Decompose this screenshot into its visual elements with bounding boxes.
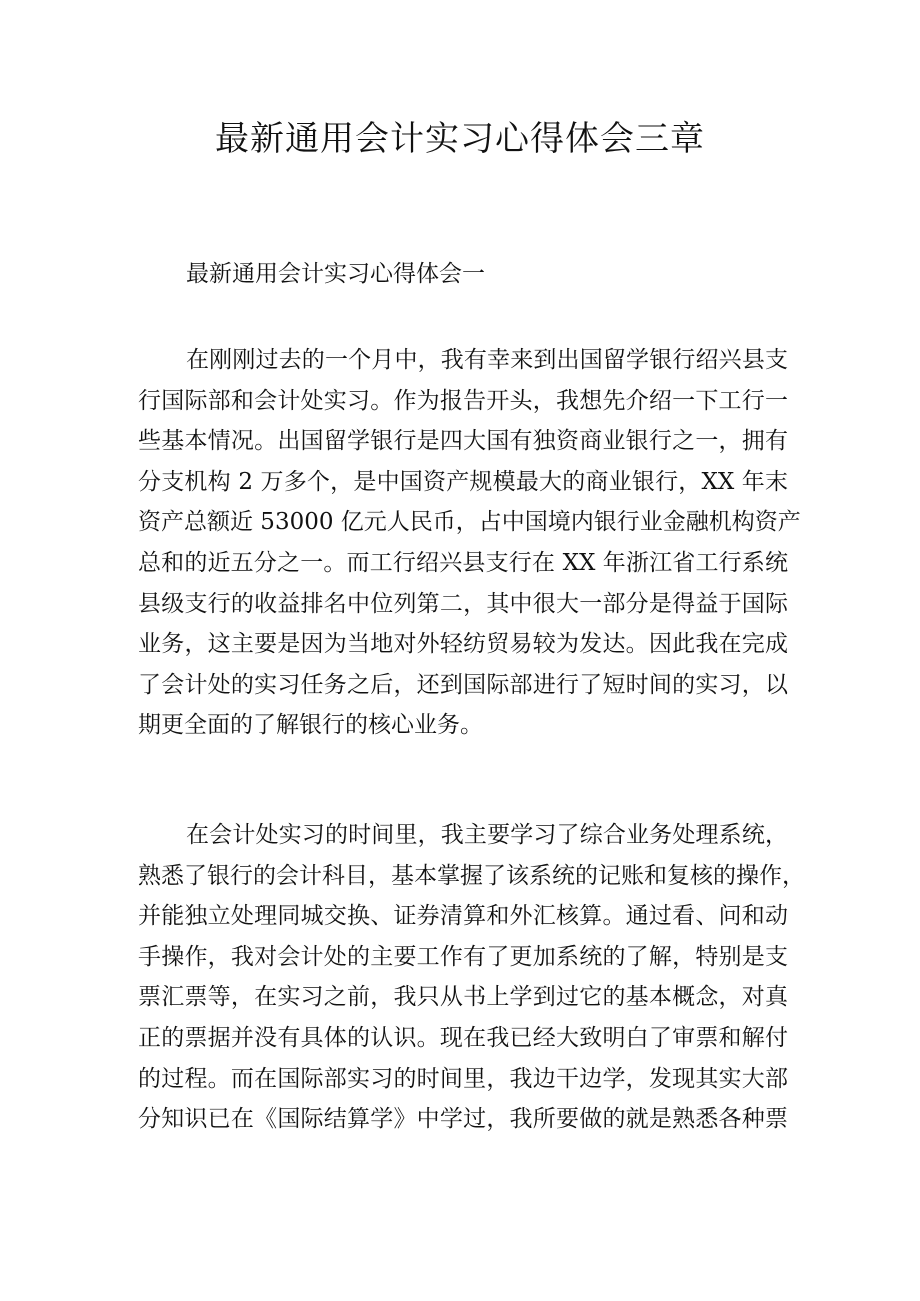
paragraph-line: 业务，这主要是因为当地对外轻纺贸易较为发达。因此我在完成 — [138, 631, 788, 658]
paragraph-line: 分知识已在《国际结算学》中学过，我所要做的就是熟悉各种票 — [138, 1106, 788, 1133]
paragraph-line: 在刚刚过去的一个月中，我有幸来到出国留学银行绍兴县支 — [186, 347, 788, 373]
body-paragraph-2 — [138, 815, 805, 1140]
paragraph-line: 了会计处的实习任务之后，还到国际部进行了短时间的实习，以 — [138, 671, 788, 698]
paragraph-line: 期更全面的了解银行的核心业务。 — [138, 712, 483, 739]
paragraph-line: 县级支行的收益排名中位列第二，其中很大一部分是得益于国际 — [138, 590, 788, 617]
paragraph-line: 票汇票等，在实习之前，我只从书上学到过它的基本概念，对真 — [138, 984, 788, 1011]
paragraph-line: 总和的近五分之一。而工行绍兴县支行在 XX 年浙江省工行系统 — [138, 549, 788, 576]
paragraph-line: 手操作，我对会计处的主要工作有了更加系统的了解，特别是支 — [138, 943, 788, 970]
paragraph-line: 在会计处实习的时间里，我主要学习了综合业务处理系统， — [186, 822, 788, 848]
paragraph-line: 些基本情况。出国留学银行是四大国有独资商业银行之一，拥有 — [138, 428, 788, 455]
paragraph-line: 行国际部和会计处实习。作为报告开头，我想先介绍一下工行一 — [138, 387, 788, 414]
paragraph-line: 并能独立处理同城交换、证券清算和外汇核算。通过看、问和动 — [138, 903, 788, 930]
body-paragraph-1 — [138, 340, 801, 746]
paragraph-line: 正的票据并没有具体的认识。现在我已经大致明白了审票和解付 — [138, 1024, 788, 1051]
document-title: 最新通用会计实习心得体会三章 — [215, 119, 705, 159]
paragraph-line: 熟悉了银行的会计科目，基本掌握了该系统的记账和复核的操作， — [138, 862, 805, 889]
paragraph-line: 分支机构 2 万多个，是中国资产规模最大的商业银行，XX 年末 — [138, 468, 788, 495]
paragraph-line: 资产总额近 53000 亿元人民币，占中国境内银行业金融机构资产 — [138, 509, 801, 536]
paragraph-line: 的过程。而在国际部实习的时间里，我边干边学，发现其实大部 — [138, 1065, 788, 1092]
section-heading: 最新通用会计实习心得体会一 — [186, 261, 485, 287]
